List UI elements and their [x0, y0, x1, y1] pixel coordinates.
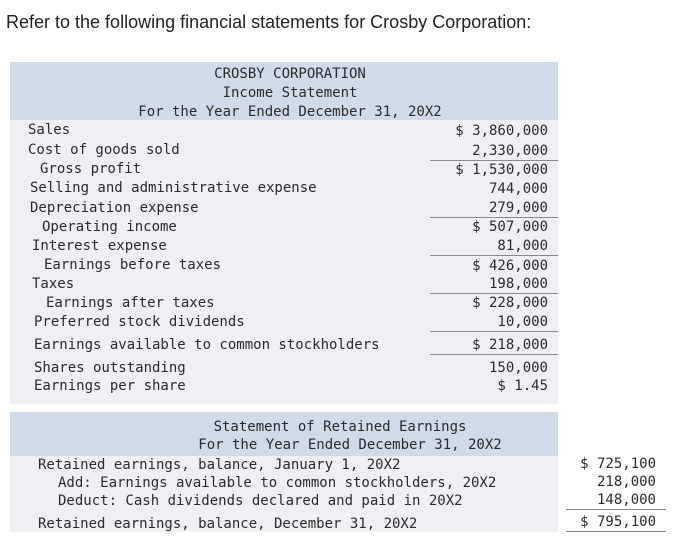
row-label-ebt: Earnings before taxes: [44, 257, 222, 273]
re-value-add: 218,000: [596, 474, 656, 490]
row-label-eps: Earnings per share: [34, 378, 186, 394]
row-value-eat: $ 228,000: [472, 295, 548, 311]
re-title: Statement of Retained Earnings: [213, 419, 467, 435]
re-label-add: Add: Earnings available to common stockholders, 20X2: [58, 475, 497, 491]
re-period: For the Year Ended December 31, 20X2: [198, 437, 502, 453]
rule-eat: [430, 293, 558, 294]
row-value-gross-profit: $ 1,530,000: [455, 162, 548, 178]
row-value-available-common: $ 218,000: [472, 337, 548, 353]
row-label-interest: Interest expense: [32, 238, 167, 254]
re-value-ending: $ 795,100: [580, 514, 656, 530]
row-value-preferred-dividends: 10,000: [497, 314, 548, 330]
re-value-deduct: 148,000: [596, 492, 656, 508]
row-label-operating-income: Operating income: [42, 219, 177, 235]
rule-shares: [430, 354, 558, 355]
row-value-eps: $ 1.45: [497, 378, 548, 394]
row-value-shares-outstanding: 150,000: [488, 360, 548, 376]
re-label-beginning: Retained earnings, balance, January 1, 20X2: [38, 457, 401, 473]
row-value-taxes: 198,000: [488, 276, 548, 292]
row-label-taxes: Taxes: [32, 276, 75, 292]
row-label-shares-outstanding: Shares outstanding: [34, 360, 186, 376]
row-value-sales: $ 3,860,000: [455, 123, 548, 139]
row-label-available-common: Earnings available to common stockholders: [34, 337, 380, 353]
row-label-depreciation: Depreciation expense: [30, 200, 199, 216]
re-value-beginning: $ 725,100: [580, 456, 656, 472]
prompt-text: Refer to the following financial statements for Crosby Corporation:: [6, 12, 532, 32]
row-label-cogs: Cost of goods sold: [28, 142, 180, 158]
row-value-ebt: $ 426,000: [472, 258, 548, 274]
row-label-eat: Earnings after taxes: [46, 295, 215, 311]
rule-available: [430, 331, 558, 332]
row-value-cogs: 2,330,000: [472, 143, 548, 159]
re-rule-ending-double: [566, 531, 666, 532]
row-value-depreciation: 279,000: [488, 200, 548, 216]
row-value-operating-income: $ 507,000: [472, 219, 548, 235]
statement-period: For the Year Ended December 31, 20X2: [138, 104, 442, 120]
row-label-selling-admin: Selling and administrative expense: [30, 180, 317, 196]
row-label-preferred-dividends: Preferred stock dividends: [34, 314, 245, 330]
row-label-gross-profit: Gross profit: [40, 161, 142, 177]
rule-ebt: [430, 255, 558, 256]
row-label-sales: Sales: [28, 122, 71, 138]
statement-title: Income Statement: [222, 85, 358, 101]
row-value-interest: 81,000: [497, 238, 548, 254]
company-name: CROSBY CORPORATION: [214, 66, 366, 82]
re-label-ending: Retained earnings, balance, December 31, 20X2: [38, 516, 418, 532]
rule-gross: [430, 160, 558, 161]
re-label-deduct: Deduct: Cash dividends declared and paid in 20X2: [58, 493, 463, 509]
row-value-selling-admin: 744,000: [488, 181, 548, 197]
rule-operating: [430, 217, 558, 218]
re-rule-ending: [566, 509, 666, 510]
